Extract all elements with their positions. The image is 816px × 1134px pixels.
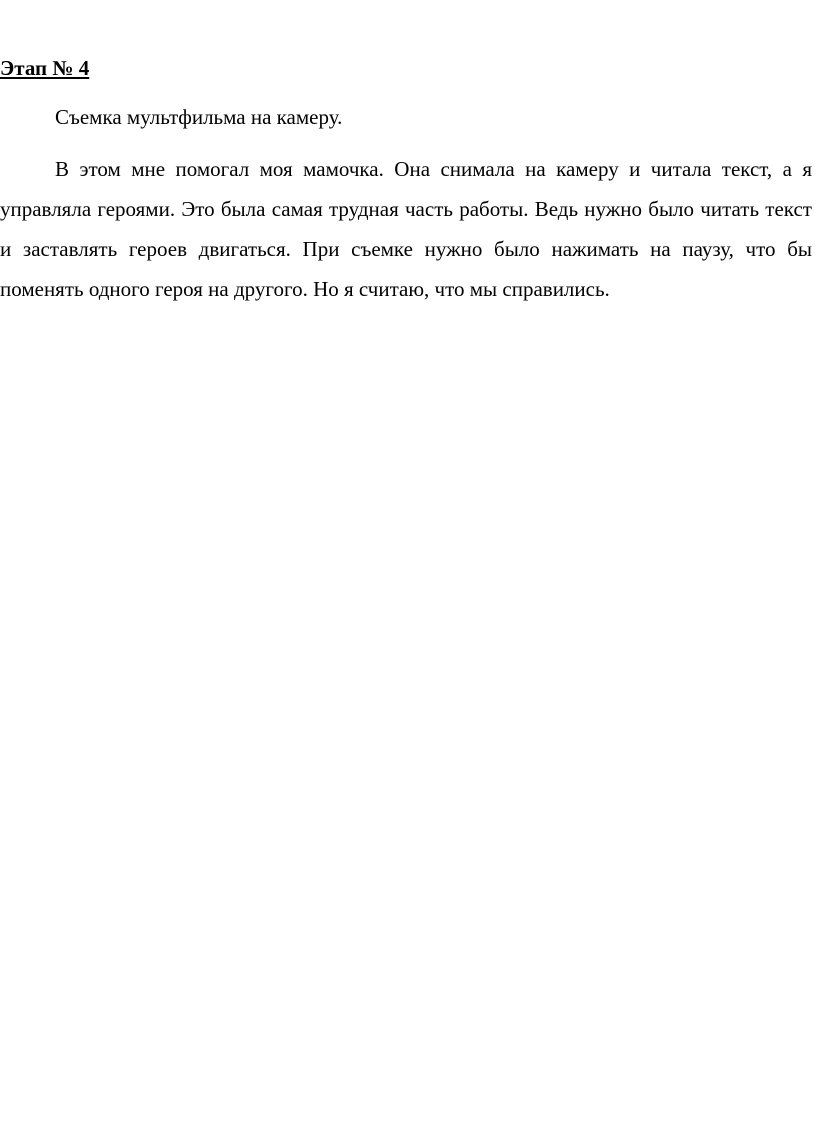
document-content <box>0 52 812 309</box>
stage-body-paragraph: В этом мне помогал моя мамочка. Она снимала на камеру и читала текст, а я управляла героями. Это была самая трудная часть работы. Ведь нужно было читать текст и заставлять героев двигаться. При съемке нужно было нажимать на паузу, что бы поменять одного героя на другого. Но я считаю, что мы справились. <box>0 157 812 301</box>
stage-heading: Этап № 4 <box>0 56 90 80</box>
stage-subtitle: Съемка мультфильма на камеру. <box>55 105 343 129</box>
